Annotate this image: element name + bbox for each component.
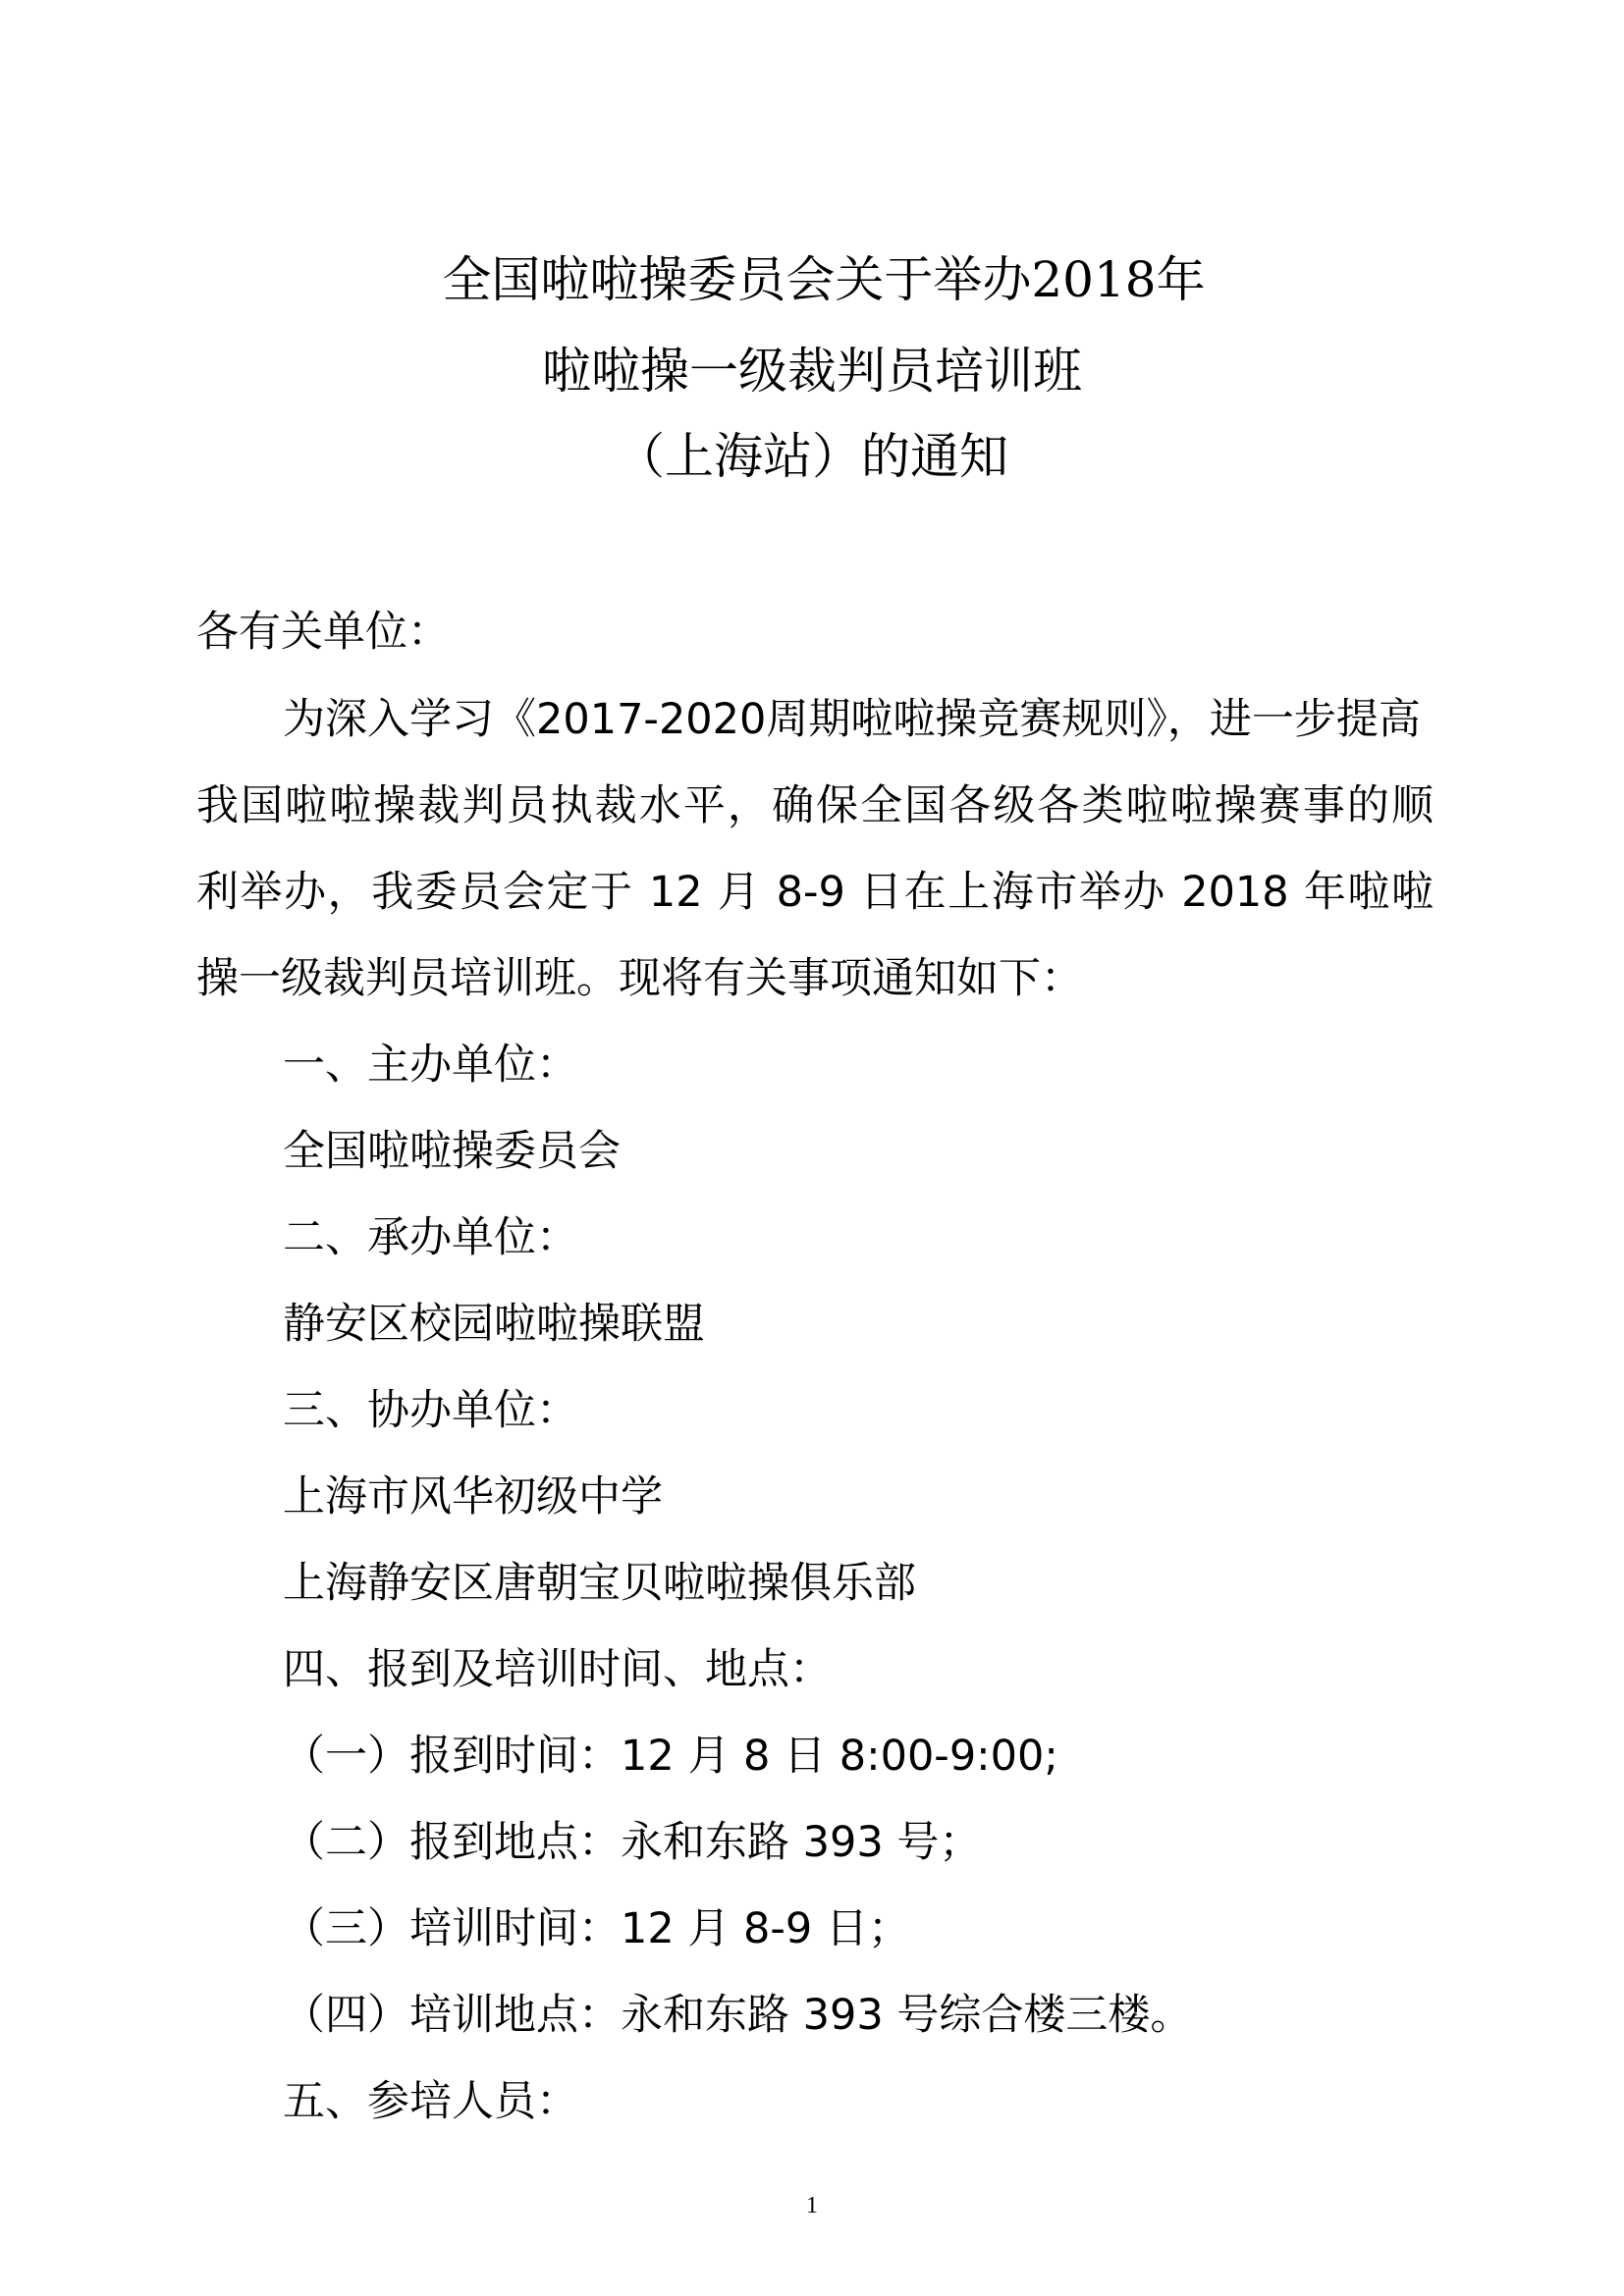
section-4-heading: 四、报到及培训时间、地点： [283, 1645, 832, 1694]
section-1-heading: 一、主办单位： [283, 1041, 578, 1090]
title-line-2: 啦啦操一级裁判员培训班 [542, 343, 1082, 400]
section-2-content: 静安区校园啦啦操联盟 [283, 1300, 705, 1349]
section-2-heading: 二、承办单位： [283, 1213, 578, 1262]
section-4-item-4: （四）培训地点：永和东路 393 号综合楼三楼。 [283, 1991, 1193, 2040]
title-line-3: （上海站）的通知 [616, 428, 1008, 485]
intro-line-4: 操一级裁判员培训班。现将有关事项通知如下： [196, 954, 1083, 1003]
intro-line-3: 利举办，我委员会定于 12 月 8-9 日在上海市举办 2018 年啦啦 [196, 868, 1434, 917]
section-4-item-1: （一）报到时间：12 月 8 日 8:00-9:00; [283, 1732, 1058, 1781]
section-3-content-1: 上海市风华初级中学 [283, 1472, 663, 1522]
title-line-1: 全国啦啦操委员会关于举办2018年 [442, 251, 1206, 308]
intro-line-2: 我国啦啦操裁判员执裁水平，确保全国各级各类啦啦操赛事的顺 [196, 781, 1434, 830]
section-5-heading: 五、参培人员： [283, 2077, 578, 2126]
intro-line-1: 为深入学习《2017-2020周期啦啦操竞赛规则》，进一步提高 [283, 695, 1421, 744]
section-3-heading: 三、协办单位： [283, 1386, 578, 1435]
section-4-item-2: （二）报到地点：永和东路 393 号； [283, 1818, 982, 1867]
section-3-content-2: 上海静安区唐朝宝贝啦啦操俱乐部 [283, 1559, 916, 1608]
section-1-content: 全国啦啦操委员会 [283, 1127, 621, 1176]
page-number: 1 [806, 2193, 818, 2218]
salutation: 各有关单位： [196, 608, 450, 657]
section-4-item-3: （三）培训时间：12 月 8-9 日； [283, 1904, 910, 1953]
